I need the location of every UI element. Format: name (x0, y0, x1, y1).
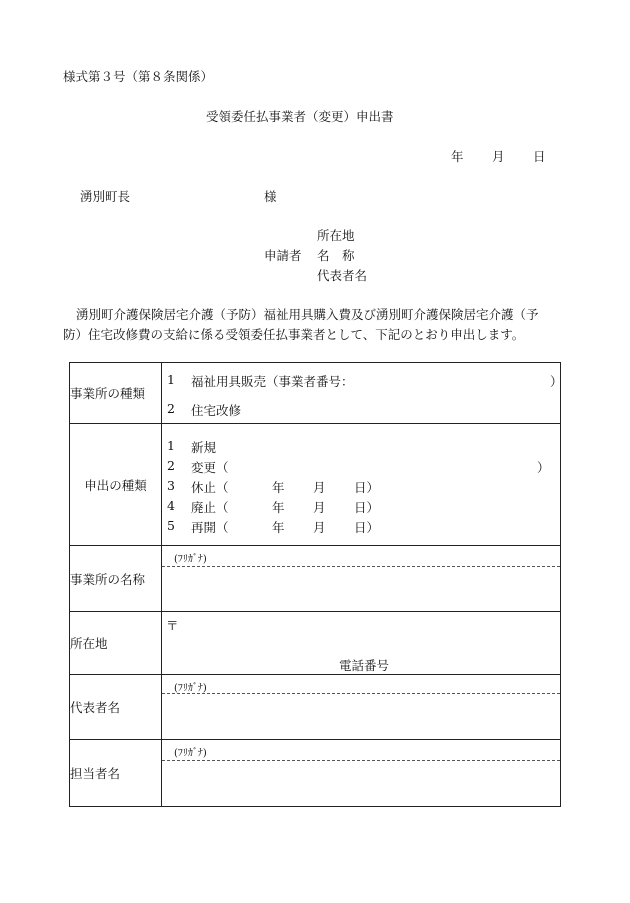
office-name-furigana: (ﾌﾘｶﾞﾅ) (174, 554, 207, 565)
representative-cell[interactable] (162, 675, 561, 740)
office-name-cell[interactable] (162, 546, 561, 612)
app-type-3-day: 日） (354, 480, 380, 495)
address-cell[interactable] (162, 612, 561, 675)
furigana-divider (162, 693, 560, 694)
applicant-representative-label: 代表者名 (317, 268, 368, 283)
representative-furigana: (ﾌﾘｶﾞﾅ) (174, 683, 207, 694)
app-type-5-month: 月 (313, 520, 326, 535)
contact-furigana: (ﾌﾘｶﾞﾅ) (174, 748, 207, 759)
address-row (70, 612, 561, 675)
addressee-name: 湧別町長 (80, 189, 131, 204)
date-month-label: 月 (492, 149, 505, 164)
office-type-cell[interactable] (162, 363, 561, 424)
contact-cell[interactable] (162, 740, 561, 807)
document-title: 受領委任払事業者（変更）申出書 (206, 109, 394, 124)
app-type-5-day: 日） (354, 520, 380, 535)
contact-label: 担当者名 (70, 740, 162, 807)
application-type-row (70, 424, 561, 546)
app-type-2-num: 2 (167, 458, 175, 473)
app-type-4-month: 月 (313, 500, 326, 515)
body-text-line1: 湧別町介護保険居宅介護（予防）福祉用具購入費及び湧別町介護保険居宅介護（予 (76, 307, 539, 322)
address-label: 所在地 (70, 612, 162, 675)
app-type-4-num: 4 (167, 498, 175, 513)
app-type-2-text: 変更（ (191, 460, 229, 475)
office-type-item1-num: 1 (167, 372, 175, 387)
app-type-5-year: 年 (272, 520, 285, 535)
office-type-item2-num: 2 (167, 401, 175, 416)
representative-row (70, 675, 561, 740)
office-type-item1-close: ） (550, 374, 563, 389)
app-type-4-year: 年 (272, 500, 285, 515)
office-type-item2-text: 住宅改修 (191, 403, 242, 418)
office-name-label: 事業所の名称 (70, 546, 162, 612)
app-type-3-month: 月 (313, 480, 326, 495)
date-day-label: 日 (533, 149, 546, 164)
app-type-3-text: 休止（ (191, 480, 229, 495)
form-number: 様式第３号（第８条関係） (63, 69, 214, 84)
app-type-5-text: 再開（ (191, 520, 229, 535)
applicant-name-label: 名 称 (317, 248, 355, 263)
furigana-divider (162, 760, 560, 761)
application-type-cell[interactable] (162, 424, 561, 546)
date-year-label: 年 (451, 149, 464, 164)
postal-mark: 〒 (166, 618, 179, 633)
applicant-label: 申請者 (264, 248, 302, 263)
office-type-row (70, 363, 561, 424)
application-type-label: 申出の種類 (70, 424, 162, 546)
addressee-honorific: 様 (264, 189, 277, 204)
body-text-line2: 防）住宅改修費の支給に係る受領委任払事業者として、下記のとおり申出します。 (63, 327, 525, 342)
representative-label: 代表者名 (70, 675, 162, 740)
phone-label: 電話番号 (339, 658, 390, 673)
app-type-3-num: 3 (167, 478, 175, 493)
application-form-table (69, 362, 561, 807)
app-type-1-num: 1 (167, 438, 175, 453)
app-type-1-text: 新規 (191, 440, 217, 455)
app-type-4-day: 日） (354, 500, 380, 515)
app-type-5-num: 5 (167, 518, 175, 533)
office-name-row (70, 546, 561, 612)
app-type-4-text: 廃止（ (191, 500, 229, 515)
app-type-2-close: ） (537, 460, 550, 475)
office-type-label: 事業所の種類 (70, 363, 162, 424)
contact-row (70, 740, 561, 807)
app-type-3-year: 年 (272, 480, 285, 495)
furigana-divider (162, 566, 560, 567)
applicant-address-label: 所在地 (317, 228, 355, 243)
office-type-item1-text: 福祉用具販売（事業者番号： (191, 374, 354, 389)
